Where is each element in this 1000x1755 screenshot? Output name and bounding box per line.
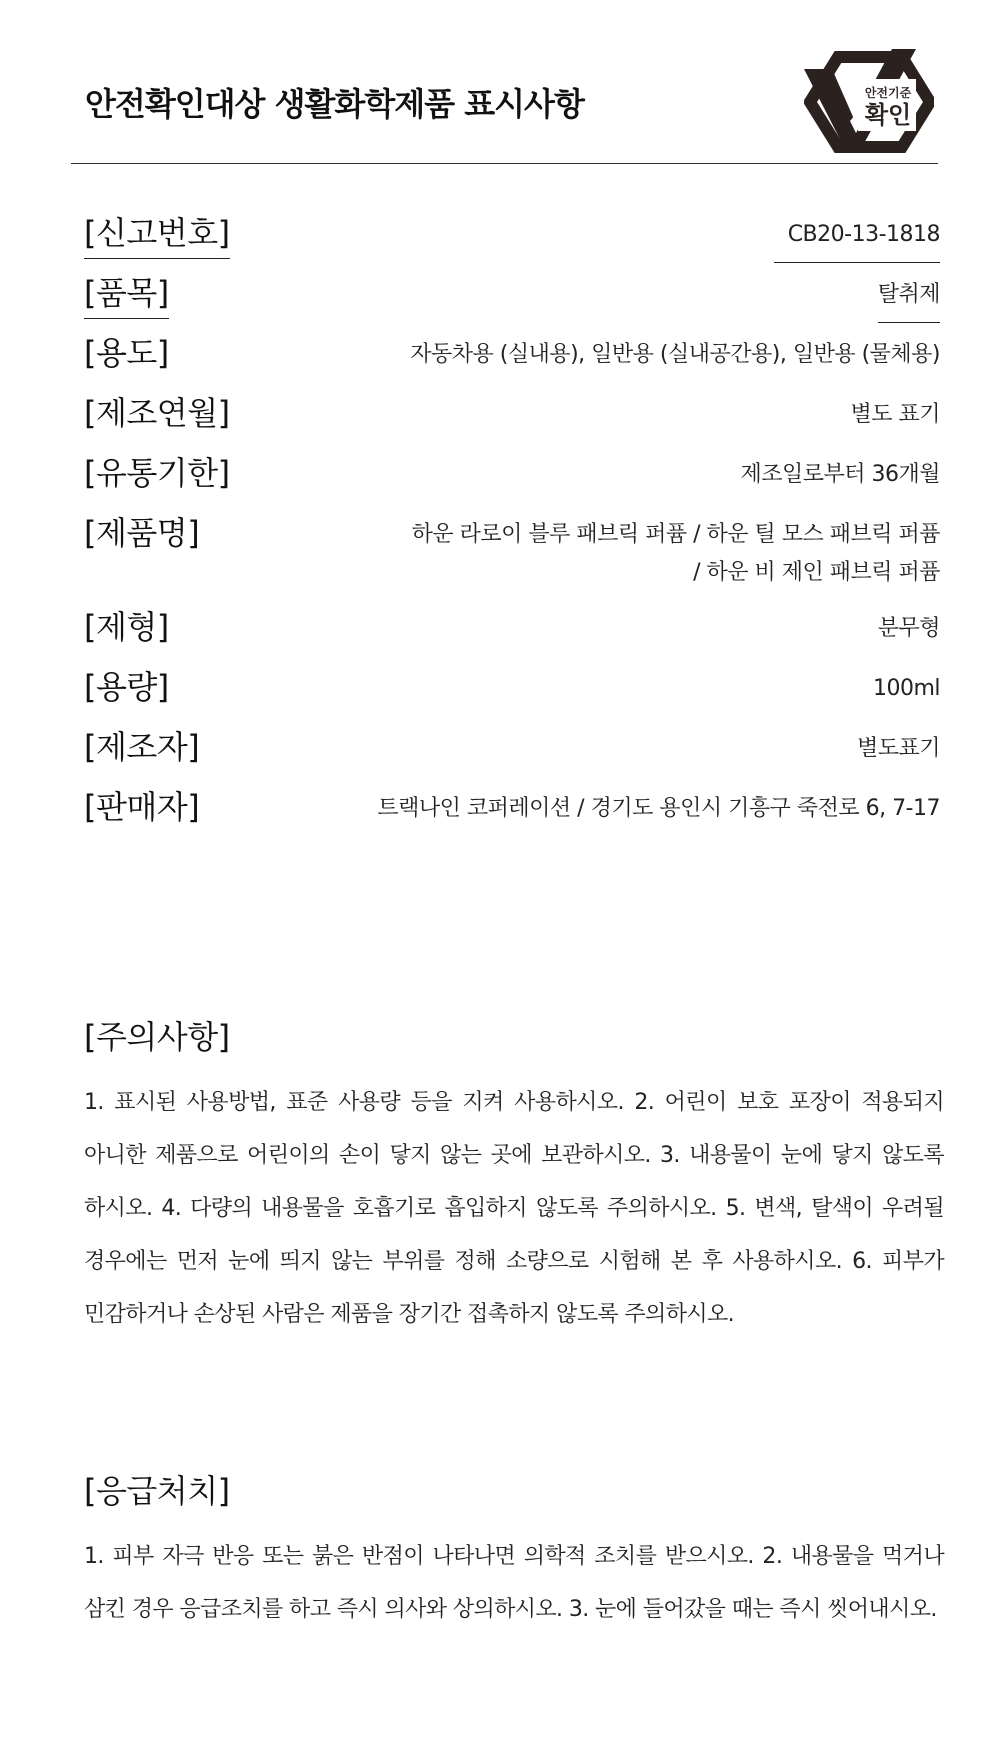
value-manufacturer: 별도표기 [856, 736, 940, 761]
first-aid-title: [응급처치] [84, 1472, 230, 1510]
logo-big-text: 확인 [864, 101, 912, 129]
value-manufacture-date: 별도 표기 [850, 402, 940, 427]
precautions-section [84, 1012, 944, 1341]
row-formulation [84, 602, 940, 662]
label-item: [품목] [84, 268, 169, 319]
value-report-number: CB20-13-1818 [774, 208, 940, 263]
label-expiration: [유통기한] [84, 454, 230, 492]
row-seller [84, 782, 940, 842]
row-capacity [84, 662, 940, 722]
value-product-name-line1: 하운 라로이 블루 패브릭 퍼퓸 / 하운 틸 모스 패브릭 퍼퓸 [411, 522, 940, 547]
first-aid-body: 1. 피부 자극 반응 또는 붉은 반점이 나타나면 의학적 조치를 받으시오. 2. 내용물을 먹거나 삼킨 경우 응급조치를 하고 즉시 의사와 상의하시오. 3. 눈에 들어갔을 때는 즉시 씻어내시오. [84, 1544, 944, 1622]
label-seller: [판매자] [84, 788, 200, 826]
label-capacity: [용량] [84, 668, 169, 706]
page-header [71, 44, 938, 164]
value-product-name-line2: / 하운 비 제인 패브릭 퍼퓸 [693, 560, 940, 585]
value-usage: 자동차용 (실내용), 일반용 (실내공간용), 일반용 (물체용) [410, 342, 940, 367]
row-expiration [84, 448, 940, 508]
label-manufacturer: [제조자] [84, 728, 200, 766]
row-manufacturer [84, 722, 940, 782]
logo-small-text: 안전기준 [864, 86, 912, 100]
safety-standard-check-icon [804, 49, 934, 155]
value-seller: 트랙나인 코퍼레이션 / 경기도 용인시 기흥구 죽전로 6, 7-17 [377, 796, 940, 821]
row-product-name [84, 508, 940, 602]
value-capacity: 100ml [872, 676, 940, 701]
value-item: 탈취제 [878, 268, 940, 323]
precautions-title: [주의사항] [84, 1018, 230, 1056]
row-usage [84, 328, 940, 388]
product-info-list [84, 208, 940, 842]
value-product-name [412, 508, 940, 592]
label-usage: [용도] [84, 334, 169, 372]
row-item [84, 268, 940, 328]
row-report-number [84, 208, 940, 268]
label-manufacture-date: [제조연월] [84, 394, 230, 432]
row-manufacture-date [84, 388, 940, 448]
precautions-body: 1. 표시된 사용방법, 표준 사용량 등을 지켜 사용하시오. 2. 어린이 보호 포장이 적용되지 아니한 제품으로 어린이의 손이 닿지 않는 곳에 보관하시오. 3. 내용물이 눈에 닿지 않도록 하시오. 4. 다량의 내용물을 호흡기로 흡입하지 않도록 주의하시오. 5. 변색, 탈색이 우려될 경우에는 먼저 눈에 띄지 않는 부위를 정해 소량으로 시험해 본 후 사용하시오. 6. 피부가 민감하거나 손상된 사람은 제품을 장기간 접촉하지 않도록 주의하시오. [84, 1090, 944, 1327]
value-expiration: 제조일로부터 36개월 [740, 462, 940, 487]
label-formulation: [제형] [84, 608, 169, 646]
page-title: 안전확인대상 생활화학제품 표시사항 [85, 85, 584, 123]
label-product-name: [제품명] [84, 514, 200, 552]
label-report-number: [신고번호] [84, 208, 230, 259]
value-formulation: 분무형 [877, 616, 940, 641]
first-aid-section [84, 1466, 944, 1636]
